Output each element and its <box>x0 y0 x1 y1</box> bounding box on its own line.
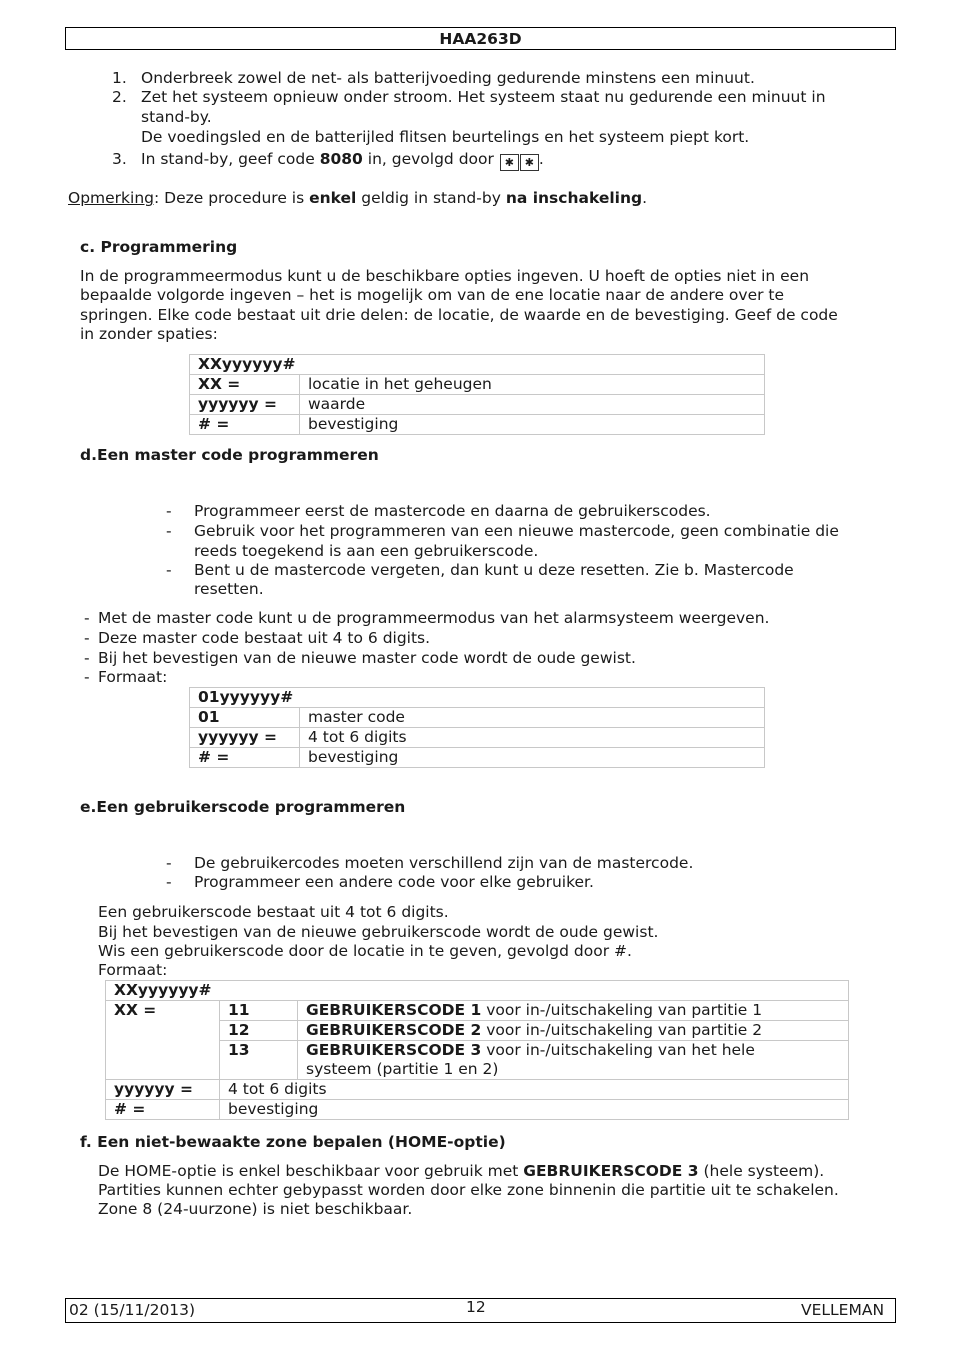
table-cell: bevestiging <box>300 415 765 435</box>
table-row <box>190 355 765 375</box>
note-item: resetten. <box>194 580 264 598</box>
table-row <box>190 708 765 728</box>
note-item: Bent u de mastercode vergeten, dan kunt u deze resetten. Zie b. Mastercode <box>194 561 794 579</box>
page-header <box>65 27 896 50</box>
note-item: Gebruik voor het programmeren van een nieuwe mastercode, geen combinatie die <box>194 522 839 540</box>
table-cell: master code <box>300 708 765 728</box>
paragraph-line: Wis een gebruikerscode door de locatie in te geven, gevolgd door #. <box>98 942 632 960</box>
section-heading-c: c. Programmering <box>80 238 238 256</box>
table-row <box>190 375 765 395</box>
table-cell: 11 <box>220 1001 298 1021</box>
table-cell: GEBRUIKERSCODE 1 voor in-/uitschakeling van partitie 1 <box>298 1001 849 1021</box>
table-cell: XX = <box>106 1001 220 1080</box>
table-cell: bevestiging <box>300 748 765 768</box>
paragraph-line: De HOME-optie is enkel beschikbaar voor gebruik met GEBRUIKERSCODE 3 (hele systeem). <box>98 1162 825 1180</box>
code-value: 8080 <box>319 150 363 168</box>
master-code-table <box>189 687 765 768</box>
table-cell: GEBRUIKERSCODE 2 voor in-/uitschakeling van partitie 2 <box>298 1021 849 1041</box>
asterisk-key-icon: ✱ <box>520 154 539 171</box>
table-cell: # = <box>106 1100 220 1120</box>
table-cell: 4 tot 6 digits <box>300 728 765 748</box>
table-cell: 4 tot 6 digits <box>220 1080 849 1100</box>
table-cell: GEBRUIKERSCODE 3 voor in-/uitschakeling van het hele systeem (partitie 1 en 2) <box>298 1041 849 1080</box>
remark-label: Opmerking <box>68 189 154 207</box>
section-heading-d: d.Een master code programmeren <box>80 446 379 464</box>
table-cell: yyyyyy = <box>190 728 300 748</box>
note-item: reeds toegekend is aan een gebruikerscode. <box>194 542 539 560</box>
user-code-table <box>105 980 849 1120</box>
step-text: stand-by. <box>141 108 212 126</box>
bullet-item: Deze master code bestaat uit 4 to 6 digits. <box>98 629 431 647</box>
table-cell: yyyyyy = <box>106 1080 220 1100</box>
paragraph-line: Bij het bevestigen van de nieuwe gebruikerscode wordt de oude gewist. <box>98 923 659 941</box>
step-number: 2. <box>112 88 127 106</box>
paragraph-line: in zonder spaties: <box>80 325 218 343</box>
table-row <box>190 395 765 415</box>
section-heading-f: f. Een niet-bewaakte zone bepalen (HOME-optie) <box>80 1133 506 1151</box>
page-number: 12 <box>466 1298 486 1316</box>
note-item: Programmeer eerst de mastercode en daarna de gebruikerscodes. <box>194 502 711 520</box>
section-heading-e: e.Een gebruikerscode programmeren <box>80 798 406 816</box>
paragraph-line: In de programmeermodus kunt u de beschikbare opties ingeven. U hoeft de opties niet in een <box>80 267 810 285</box>
table-row <box>106 981 849 1001</box>
table-row <box>106 1001 849 1021</box>
header-title: HAA263D <box>439 30 522 48</box>
step-text: De voedingsled en de batterijled flitsen beurtelings en het systeem piept kort. <box>141 128 750 146</box>
code-format-table <box>189 354 765 435</box>
table-cell: 13 <box>220 1041 298 1080</box>
table-cell: 01 <box>190 708 300 728</box>
table-row <box>190 415 765 435</box>
table-row <box>106 1080 849 1100</box>
table-cell: 12 <box>220 1021 298 1041</box>
paragraph-line: Formaat: <box>98 961 168 979</box>
table-row <box>190 748 765 768</box>
step-text: Onderbreek zowel de net- als batterijvoeding gedurende minstens een minuut. <box>141 69 755 87</box>
bullet-item: Bij het bevestigen van de nieuwe master code wordt de oude gewist. <box>98 649 636 667</box>
note-item: De gebruikercodes moeten verschillend zijn van de mastercode. <box>194 854 694 872</box>
table-row <box>190 688 765 708</box>
table-cell: 01yyyyyy# <box>190 688 765 708</box>
bullet-item: Formaat: <box>98 668 168 686</box>
table-cell: yyyyyy = <box>190 395 300 415</box>
table-cell: XX = <box>190 375 300 395</box>
note-item: Programmeer een andere code voor elke gebruiker. <box>194 873 594 891</box>
paragraph-line: bepaalde volgorde ingeven – het is mogelijk om van de ene locatie naar de andere over te <box>80 286 785 304</box>
step-number: 3. <box>112 150 127 168</box>
table-cell: XXyyyyyy# <box>106 981 849 1001</box>
step-text: In stand-by, geef code 8080 in, gevolgd door ✱ ✱ . <box>141 150 544 169</box>
footer-brand: VELLEMAN <box>801 1301 885 1319</box>
bullet-item: Met de master code kunt u de programmeermodus van het alarmsysteem weergeven. <box>98 609 770 627</box>
asterisk-key-icon: ✱ <box>500 154 519 171</box>
remark: Opmerking: Deze procedure is enkel geldig in stand-by na inschakeling. <box>68 189 648 207</box>
paragraph-line: Zone 8 (24-uurzone) is niet beschikbaar. <box>98 1200 413 1218</box>
paragraph-line: springen. Elke code bestaat uit drie delen: de locatie, de waarde en de bevestiging. Geef de code <box>80 306 838 324</box>
footer-date: 02 (15/11/2013) <box>69 1301 196 1319</box>
paragraph-line: Partities kunnen echter gebypasst worden door elke zone binnenin die partitie uit te schakelen. <box>98 1181 839 1199</box>
table-cell: XXyyyyyy# <box>190 355 765 375</box>
table-row <box>190 728 765 748</box>
paragraph-line: Een gebruikerscode bestaat uit 4 tot 6 digits. <box>98 903 449 921</box>
table-row <box>106 1100 849 1120</box>
table-cell: bevestiging <box>220 1100 849 1120</box>
table-cell: # = <box>190 748 300 768</box>
table-cell: locatie in het geheugen <box>300 375 765 395</box>
step-text: Zet het systeem opnieuw onder stroom. Het systeem staat nu gedurende een minuut in <box>141 88 826 106</box>
table-cell: waarde <box>300 395 765 415</box>
table-cell: # = <box>190 415 300 435</box>
step-number: 1. <box>112 69 127 87</box>
